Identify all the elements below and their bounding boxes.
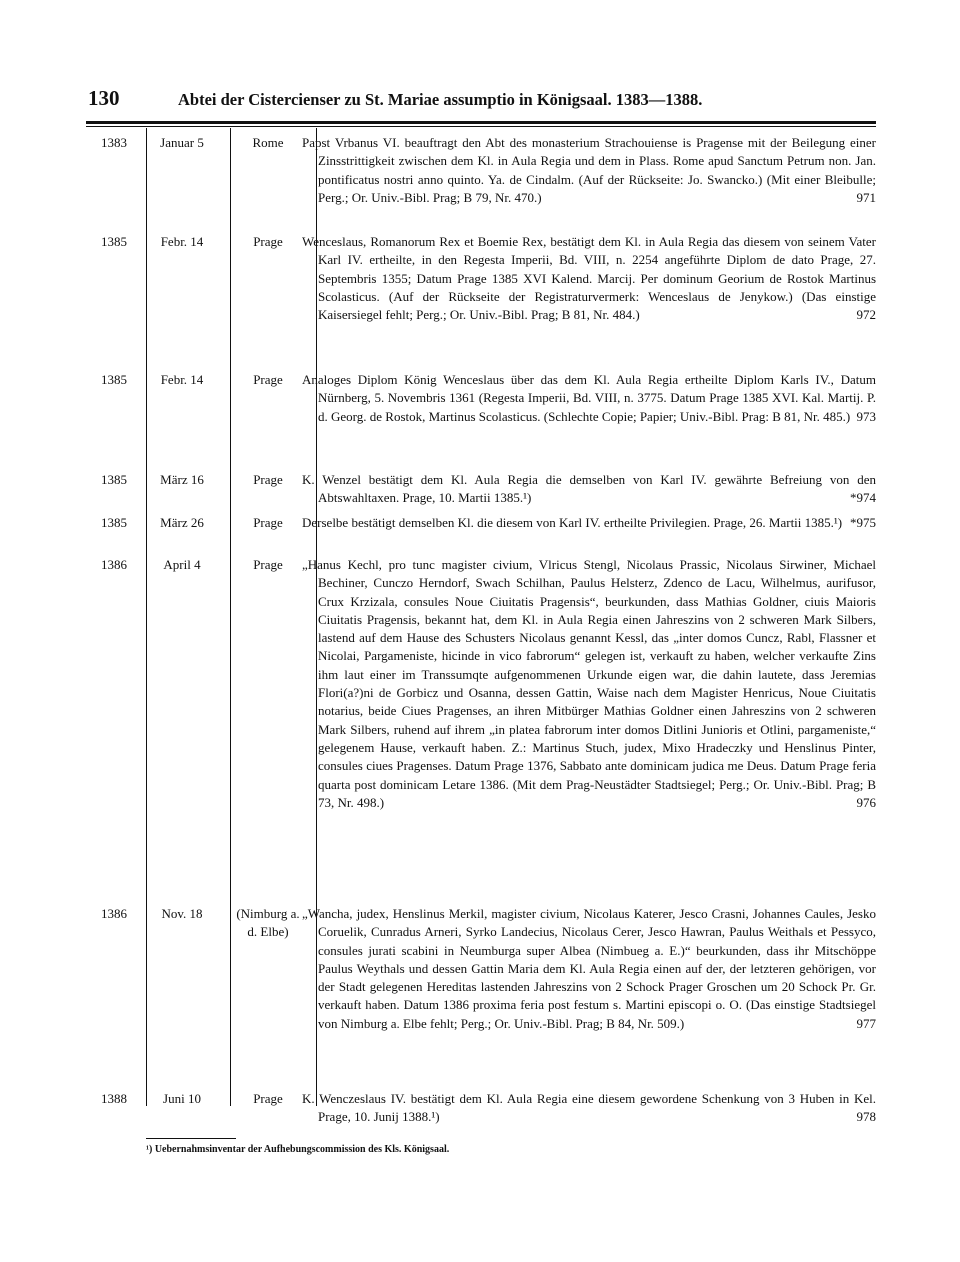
entry-number: 978: [856, 1109, 876, 1125]
column-divider: [316, 128, 317, 1106]
entry-year: 1385: [101, 515, 127, 530]
footnote-rule: [146, 1138, 236, 1139]
entry-number: 973: [856, 408, 876, 424]
entry-number: 971: [856, 189, 876, 205]
page-number: 130: [88, 86, 120, 110]
footnote: ¹) Uebernahmsinventar der Aufhebungscommission des Kls. Königsaal.: [146, 1144, 450, 1155]
entry-text: Papst Vrbanus VI. beauftragt den Abt des monasterium Strachouiense is Pragense mit der Beilegung einer Zinsstrittigkeit zwischen dem Kl. in Aula Regia und dem in Plass. Rome apud Sanctum Petrum non. Jan. pontificatus nostri anno quinto. Ya. de Cindalm. (Auf der Rückseite: Jo. Swancko.) (Mit einer Bleibulle; Perg.; Or. Univ.-Bibl. Prag; B 79, Nr. 470.): [302, 135, 876, 205]
entry-year: 1385: [101, 234, 127, 249]
entry-place: Prage: [253, 472, 283, 487]
entry-text-block: [302, 905, 876, 1033]
entry-year: 1383: [101, 135, 127, 150]
entry-year: 1385: [101, 472, 127, 487]
entry-number: 977: [856, 1015, 876, 1031]
entry-number: *975: [850, 515, 876, 530]
entry-text-block: [302, 471, 876, 508]
entry-date: März 16: [160, 472, 204, 487]
entry-number: *974: [850, 490, 876, 506]
entry-date: Juni 10: [163, 1091, 201, 1106]
entry-place: Prage: [253, 234, 283, 249]
page-title: Abtei der Cistercienser zu St. Mariae assumptio in Königsaal. 1383—1388.: [178, 90, 703, 109]
entry-text-block: [302, 134, 876, 207]
entry-number: 976: [856, 794, 876, 810]
column-divider: [230, 128, 231, 1106]
entry-date: Febr. 14: [160, 372, 204, 387]
entry-text-block: [302, 233, 876, 324]
entry-place: Prage: [253, 1091, 283, 1106]
page-header: [88, 86, 878, 118]
entry-date: Januar 5: [160, 135, 204, 150]
entry-text: „Hanus Kechl, pro tunc magister civium, Vlricus Stengl, Nicolaus Prassic, Nicolaus Sirwiner, Michael Bechiner, Cunczo Herndorf, Swach Schilhan, Paulus Helsterz, Zdenco de Lacu, Wilhelmus, aurifusor, Crux Krzizala, consules Noue Ciuitatis Pragensis“, beurkunden, dass Mathias Goldner, ciuis Maioris Ciuitatis Pragensis, bekannt hat, dem Kl. in Aula Regia einen Jahreszins von 2 schweren Mark Silbers, lastend auf dem Hause des Schusters Nicolaus genannt Kessl, das „inter domos Cuncz, Rabl, Flassner et Nicolai, Pargameniste, hicinde in vico fabrorum“ gelegen ist, verkauft zu haben, welcher verkaufte Zins ihm laut einer im Transsumqte aufgenommenen Urkunde eigen war, die dahin lautete, dass Jeremias Flori(a?)ni de Gorbicz und Osanna, dessen Gattin, Waise nach dem Magister Henricus, Noue Ciuitatis notarius, beide Ciues Pragenses, an ihren Mitbürger Mathias Goldner einen Jahreszins von 2 schweren Mark Silbers, ruhend auf ihrem „in platea fabrorum inter domos Ditlini Junioris et Otlini, pargameniste,“ gelegenem Hause, verkauft haben. Z.: Martinus Stuch, judex, Mixo Hradeczky und Henslinus Pinter, consules ciues Pragenses. Datum Prage 1376, Sabbato ante dominicam judica me Deus. Datum Prage feria quarta post dominicam Letare 1386. (Mit dem Prag-Neustädter Stadtsiegel; Perg.; Or. Univ.-Bibl. Prag; B 73, Nr. 498.): [302, 557, 876, 810]
entry-text: K. Wenzel bestätigt dem Kl. Aula Regia die demselben von Karl IV. gewährte Befreiung von den Abtswahltaxen. Prage, 10. Martii 1385.¹): [302, 472, 876, 506]
entry-text: K. Wenczeslaus IV. bestätigt dem Kl. Aula Regia eine diesem gewordene Schenkung von 3 Huben in Kel. Prage, 10. Junij 1388.¹): [302, 1091, 876, 1125]
entry-year: 1386: [101, 557, 127, 572]
column-divider: [146, 128, 147, 1106]
header-rule-thin: [86, 126, 876, 127]
entry-text: Derselbe bestätigt demselben Kl. die diesem von Karl IV. ertheilte Privilegien. Prage, 26. Martii 1385.¹): [302, 515, 843, 530]
entry-year: 1386: [101, 906, 127, 921]
entry-place: Prage: [253, 515, 283, 530]
entry-place: Rome: [252, 135, 284, 150]
entry-date: März 26: [160, 515, 204, 530]
entry-text-block: [302, 556, 876, 812]
entry-text: „Wancha, judex, Henslinus Merkil, magister civium, Nicolaus Katerer, Jesco Crasni, Johannes Caules, Jesko Coruelik, Cunradus Arneri, Syrko Landecius, Nicolaus Cerer, Jesco Hawran, Paulus Weithals et Pessyco, consules jurati scabini in Neumburga super Albea (Nimbueg a. E.)“ beurkunden, dass ihr Mitschöppe Paulus Weythals und dessen Gattin Maria dem Kl. Aula Regia einen auf der, der letzteren gehörigen, vor der Stadt gelegenen Hereditas lastenden Jahreszins von 2 Schock Prager Groschen um 20 Schock Pr. Gr. verkauft haben. Datum 1386 proxima feria post festum s. Martini episcopi o. O. (Das einstige Stadtsiegel von Nimburg a. Elbe fehlt; Perg.; Or. Univ.-Bibl. Prag; B 84, Nr. 509.): [302, 906, 876, 1031]
entry-place: Prage: [253, 557, 283, 572]
entry-text: Wenceslaus, Romanorum Rex et Boemie Rex, bestätigt dem Kl. in Aula Regia das diesem von seinem Vater Karl IV. ertheilte, in den Regesta Imperii, Bd. VIII, n. 2254 angeführte Diplom de dato Prage, 27. Septembris 1355; Datum Prage 1385 XVI Kalend. Marcij. Per dominum Georium de Rostok Martinus Scolasticus. (Auf der Rückseite der Registraturvermerk: Wenceslaus de Jenykow.) (Das einstige Kaisersiegel fehlt; Perg.; Or. Univ.-Bibl. Prag; B 81, Nr. 484.): [302, 234, 876, 323]
header-rule-thick: [86, 121, 876, 124]
entry-text: Analoges Diplom König Wenceslaus über das dem Kl. Aula Regia ertheilte Diplom Karls IV., Datum Nürnberg, 5. Novembris 1361 (Regesta Imperii, Bd. VIII, n. 3775. Datum Prage 1385 XVI. Kal. Martij. P. d. Georg. de Rostok, Martinus Scolasticus. (Schlechte Copie; Papier; Univ.-Bibl. Prag: B 81, Nr. 485.): [302, 372, 876, 424]
entry-year: 1388: [101, 1091, 127, 1106]
entry-date: Nov. 18: [161, 906, 203, 921]
entry-year: 1385: [101, 372, 127, 387]
entry-text-block: [302, 1090, 876, 1127]
entry-text-block: [302, 371, 876, 426]
entry-text-block: [302, 514, 876, 532]
entry-place: (Nimburg a. d. Elbe): [236, 906, 300, 940]
entry-place: Prage: [253, 372, 283, 387]
entry-number: 972: [856, 307, 876, 323]
entry-date: Febr. 14: [160, 234, 204, 249]
entry-date: April 4: [163, 557, 201, 572]
